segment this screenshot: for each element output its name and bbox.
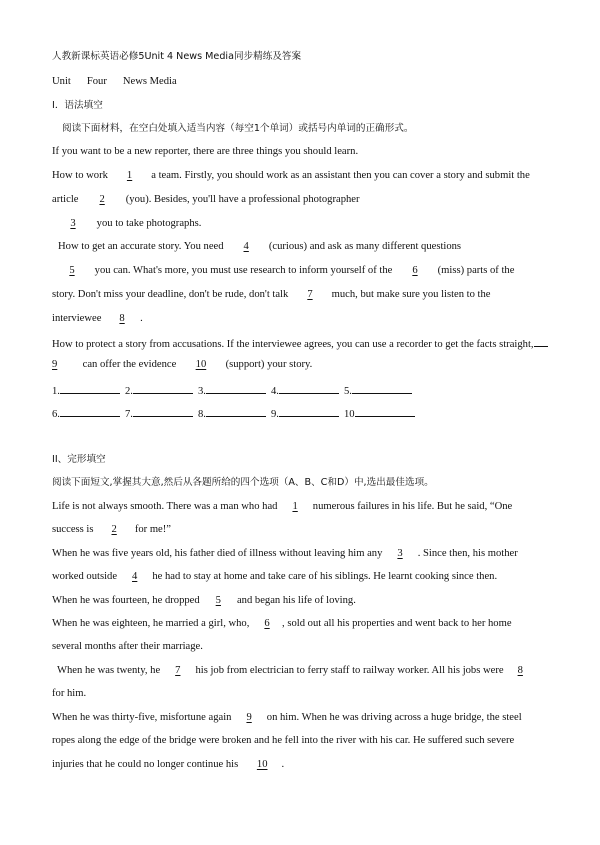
passage-line: When he was twenty, he 7 his job from electrician to ferry staff to railway worker. All his jobs were 8	[57, 664, 570, 678]
passage-line: When he was fourteen, he dropped 5 and began his life of loving.	[52, 595, 356, 606]
section1-heading: I．语法填空	[52, 100, 103, 111]
answer-slot[interactable]: 6.	[52, 405, 125, 422]
passage-line: success is 2 for me!”	[52, 524, 171, 535]
blank-1[interactable]: 1	[126, 170, 133, 181]
answer-slot[interactable]: 3.	[198, 382, 271, 399]
unit-heading	[52, 75, 570, 89]
answer-row	[52, 382, 570, 399]
answer-row	[52, 405, 570, 422]
passage-line: article 2 (you). Besides, you'll have a professional photographer	[52, 194, 360, 205]
cloze-blank-6[interactable]: 6	[264, 618, 270, 629]
passage-line: When he was eighteen, he married a girl, who, 6 , sold out all his properties and went back to her home	[52, 618, 512, 629]
answer-slot[interactable]: 4.	[271, 382, 344, 399]
passage-line: ropes along the edge of the bridge were broken and he fell into the river with his car. He suffered such severe	[52, 735, 515, 746]
passage-line: 9 can offer the evidence 10 (support) your story.	[52, 359, 313, 370]
passage-line: injuries that he could no longer continue his 10 .	[52, 759, 285, 770]
section1-instruction: 阅读下面材料，在空白处填入适当内容（每空1个单词）或括号内单词的正确形式。	[62, 123, 414, 134]
answer-slot[interactable]: 2.	[125, 382, 198, 399]
passage-line: 3 you to take photographs.	[52, 217, 570, 231]
answer-slot[interactable]: 7.	[125, 405, 198, 422]
answer-slot[interactable]: 1.	[52, 382, 125, 399]
passage-line: for him.	[52, 688, 87, 699]
cloze-blank-9[interactable]: 9	[246, 712, 252, 723]
cloze-blank-10[interactable]: 10	[256, 759, 268, 770]
cloze-blank-3[interactable]: 3	[397, 548, 403, 559]
blank-line	[534, 335, 548, 347]
document-title: 人教新课标英语必修5Unit 4 News Media同步精练及答案	[52, 51, 302, 62]
passage-line: When he was five years old, his father died of illness without leaving him any 3 . Since then, his mother	[52, 548, 518, 559]
passage-line: several months after their marriage.	[52, 641, 203, 652]
passage-line: When he was thirty-five, misfortune again 9 on him. When he was driving across a huge bridge, the steel	[52, 712, 522, 723]
cloze-blank-8[interactable]: 8	[517, 665, 523, 676]
answer-slot[interactable]: 9.	[271, 405, 344, 422]
passage-line: How to get an accurate story. You need 4 (curious) and ask as many different questions	[58, 241, 462, 252]
blank-6[interactable]: 6	[412, 265, 418, 276]
blank-4[interactable]: 4	[243, 241, 249, 252]
blank-2[interactable]: 2	[99, 194, 105, 205]
passage-line: If you want to be a new reporter, there are three things you should learn.	[52, 146, 359, 157]
unit-number: Four	[86, 76, 107, 87]
unit-word: Unit	[52, 76, 71, 87]
cloze-blank-4[interactable]: 4	[132, 571, 138, 582]
section2-instruction: 阅读下面短文,掌握其大意,然后从各题所给的四个选项（A、B、C和D）中,选出最佳选项。	[52, 477, 434, 488]
passage-line: How to work 1 a team. Firstly, you should work as an assistant then you can cover a story and submit the	[52, 170, 530, 181]
passage-line: 5 you can. What's more, you must use research to inform yourself of the 6 (miss) parts of the	[52, 264, 570, 278]
passage-line: interviewee 8 .	[52, 313, 143, 324]
blank-3[interactable]: 3	[70, 218, 76, 229]
cloze-blank-7[interactable]: 7	[175, 665, 181, 676]
blank-9[interactable]: 9	[52, 359, 58, 370]
answer-slot[interactable]: 8.	[198, 405, 271, 422]
unit-topic: News Media	[122, 76, 177, 87]
cloze-blank-2[interactable]: 2	[111, 524, 117, 535]
passage-line: Life is not always smooth. There was a man who had 1 numerous failures in his life. But he said, “One	[52, 501, 513, 512]
blank-8[interactable]: 8	[119, 313, 125, 324]
blank-7[interactable]: 7	[307, 289, 313, 300]
passage-line: How to protect a story from accusations. If the interviewee agrees, you can use a recorder to get the facts straight,	[52, 335, 570, 352]
passage-line: story. Don't miss your deadline, don't be rude, don't talk 7 much, but make sure you listen to the	[52, 289, 491, 300]
answer-slot[interactable]: 10	[344, 405, 417, 422]
blank-10[interactable]: 10	[195, 359, 207, 370]
cloze-blank-1[interactable]: 1	[292, 501, 298, 512]
answer-slot[interactable]: 5.	[344, 382, 417, 399]
section2-heading: II、完形填空	[52, 454, 106, 465]
cloze-blank-5[interactable]: 5	[215, 595, 221, 606]
blank-5[interactable]: 5	[69, 265, 75, 276]
passage-line: worked outside 4 he had to stay at home and take care of his siblings. He learnt cooking since then.	[52, 571, 498, 582]
